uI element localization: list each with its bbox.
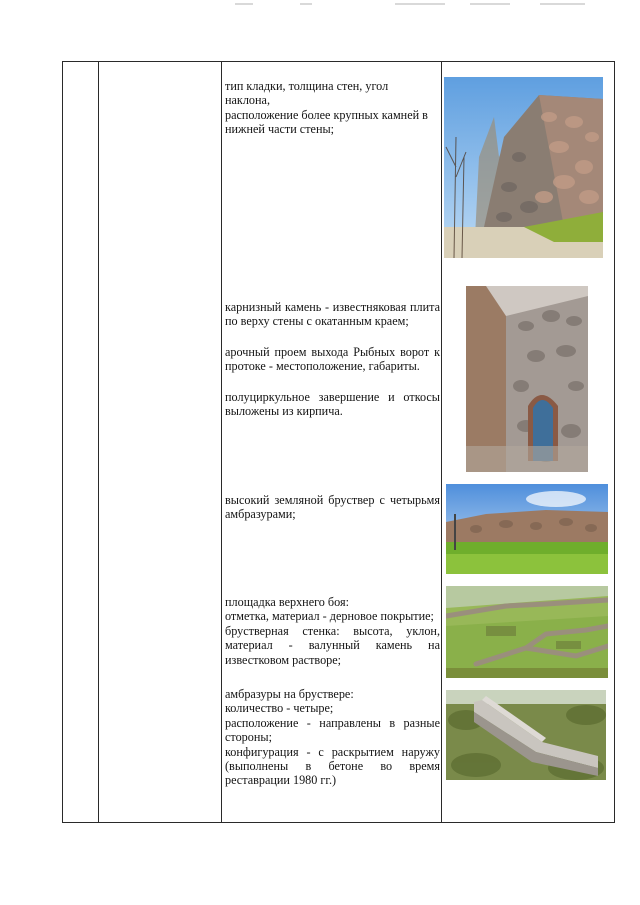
row-1-paragraph-2: расположение более крупных камней в нижней части стены; (225, 107, 428, 137)
row-5-paragraph-2: количество - четыре; (225, 701, 334, 716)
scan-mark (540, 3, 585, 5)
row-4-paragraph-1: площадка верхнего боя: (225, 595, 349, 609)
column-divider-3 (441, 61, 442, 823)
scan-mark (300, 3, 312, 5)
arched-gate-photo (466, 286, 588, 472)
row-5-paragraph-3: расположение - направлены в разные стороны; (225, 715, 440, 745)
row-5-paragraph-4: конфигурация - с раскрытием наружу (выполнены в бетоне во время реставрации 1980 гг.) (225, 744, 440, 788)
earth-rampart-photo (446, 484, 608, 574)
column-divider-2 (221, 61, 222, 823)
stone-wall-tower-photo (444, 77, 603, 258)
upper-platform-photo (446, 586, 608, 678)
row-3-text (225, 493, 440, 522)
column-divider-1 (98, 61, 99, 823)
row-1-paragraph-1: тип кладки, толщина стен, угол наклона, (225, 79, 389, 108)
row-4-paragraph-2: отметка, материал - дерновое покрытие; (225, 609, 434, 624)
row-2-paragraph-3: полуциркульное завершение и откосы выложены из кирпича. (225, 389, 440, 419)
row-3-paragraph-1: высокий земляной бруствер с четырьмя амбразурами; (225, 493, 440, 522)
row-4-paragraph-3: брустверная стенка: высота, уклон, материал - валунный камень на известковом растворе; (225, 623, 440, 667)
row-2-text (225, 300, 440, 418)
row-2-paragraph-2: арочный проем выхода Рыбных ворот к протоке - местоположение, габариты. (225, 344, 440, 374)
scan-mark (235, 3, 253, 5)
row-4-text (225, 595, 440, 667)
scan-mark (395, 3, 445, 5)
row-2-paragraph-1: карнизный камень - известняковая плита по верху стены с окатанным краем; (225, 300, 440, 329)
scan-mark (470, 3, 510, 5)
embrasure-concrete-photo (446, 690, 606, 780)
row-1-text (225, 79, 440, 137)
row-5-text (225, 687, 440, 788)
row-5-paragraph-1: амбразуры на бруствере: (225, 687, 354, 701)
